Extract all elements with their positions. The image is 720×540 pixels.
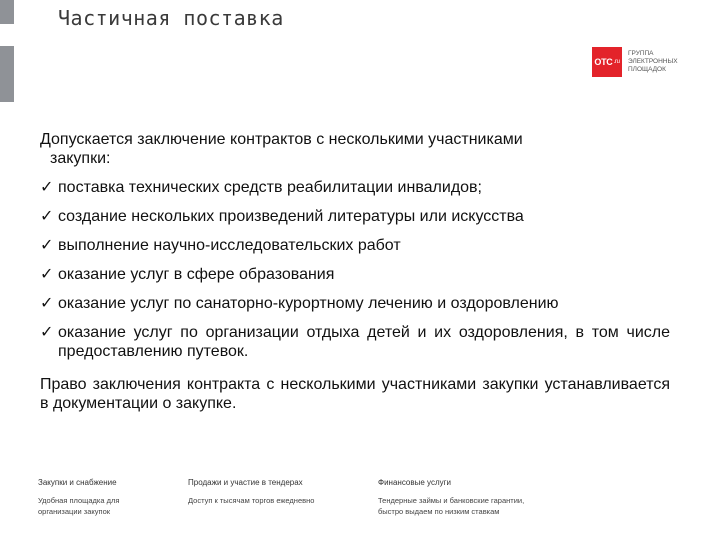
list-item-text: выполнение научно-исследовательских работ bbox=[58, 237, 401, 254]
logo-mark bbox=[592, 47, 622, 77]
left-accent-notch bbox=[0, 24, 14, 46]
footer-column-title: Закупки и снабжение bbox=[38, 478, 117, 487]
page-title: Частичная поставка bbox=[58, 6, 284, 30]
logo-mark-text: ОТС bbox=[594, 57, 613, 67]
intro-line-1: Допускается заключение контрактов с несколькими участниками bbox=[40, 131, 523, 148]
footer-column-line-1: Удобная площадка для bbox=[38, 496, 120, 505]
footer-column-line-1: Доступ к тысячам торгов ежедневно bbox=[188, 496, 315, 505]
footer-column-line-2: организации закупок bbox=[38, 507, 111, 516]
footer-column-title: Продажи и участие в тендерах bbox=[188, 478, 303, 487]
left-accent-bar bbox=[0, 0, 14, 102]
logo-mark-suffix: .ru bbox=[613, 59, 620, 65]
company-logo bbox=[592, 47, 678, 77]
list-item bbox=[40, 178, 670, 197]
logo-tagline: ГРУППА ЭЛЕКТРОННЫХ ПЛОЩАДОК bbox=[628, 50, 678, 73]
footer-column-procurement[interactable] bbox=[38, 478, 168, 517]
footer-column-title: Финансовые услуги bbox=[378, 478, 452, 487]
checkmark-icon: ✓ bbox=[40, 295, 54, 312]
list-item-text: создание нескольких произведений литературы или искусства bbox=[58, 208, 524, 225]
slide-content bbox=[40, 130, 670, 413]
checkmark-icon: ✓ bbox=[40, 266, 54, 283]
checkmark-icon: ✓ bbox=[40, 324, 54, 341]
list-item bbox=[40, 236, 670, 255]
footer-column-line-1: Тендерные займы и банковские гарантии, bbox=[378, 496, 525, 505]
list-item bbox=[40, 207, 670, 226]
list-item bbox=[40, 323, 670, 361]
intro-line-2: закупки: bbox=[50, 150, 111, 167]
footer-column-sales[interactable] bbox=[188, 478, 358, 506]
checklist bbox=[40, 178, 670, 361]
list-item-text: оказание услуг в сфере образования bbox=[58, 266, 335, 283]
checkmark-icon: ✓ bbox=[40, 237, 54, 254]
list-item-text: поставка технических средств реабилитации инвалидов; bbox=[58, 179, 482, 196]
checkmark-icon: ✓ bbox=[40, 208, 54, 225]
list-item bbox=[40, 294, 670, 313]
list-item-text: оказание услуг по организации отдыха детей и их оздоровления, в том числе предоставлению путевок. bbox=[58, 324, 670, 360]
outro-paragraph: Право заключения контракта с несколькими участниками закупки устанавливается в документации о закупке. bbox=[40, 376, 670, 412]
footer-column-finance[interactable] bbox=[378, 478, 568, 517]
checkmark-icon: ✓ bbox=[40, 179, 54, 196]
footer-column-line-2: быстро выдаем по низким ставкам bbox=[378, 507, 500, 516]
list-item-text: оказание услуг по санаторно-курортному лечению и оздоровлению bbox=[58, 295, 559, 312]
footer bbox=[0, 478, 720, 518]
intro-paragraph bbox=[40, 130, 670, 168]
list-item bbox=[40, 265, 670, 284]
